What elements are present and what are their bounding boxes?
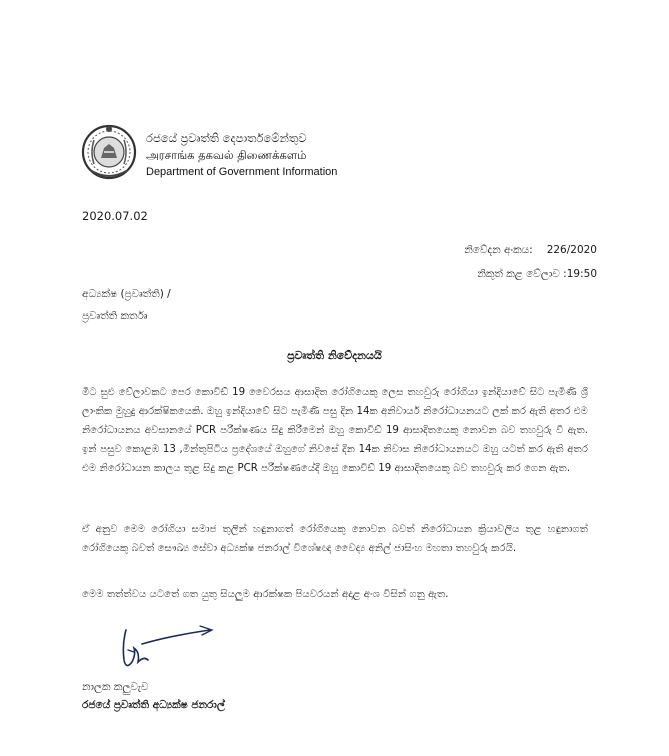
addressee-block — [82, 283, 171, 327]
document-title: ප්‍රවෘත්ති නිවේදනයයි — [287, 349, 382, 362]
org-name-tamil: அரசாங்க தகவல் திணைக்களம் — [146, 148, 307, 162]
notice-number-label: නිවේදන අංකය: — [464, 244, 533, 256]
signatory-block — [82, 678, 225, 714]
signatory-name: නාලක කලුවැව — [82, 681, 149, 693]
signatory-title: රජයේ ප්‍රවෘත්ති අධ්‍යක්ෂ ජනරාල් — [82, 699, 225, 711]
issue-time-line — [464, 262, 597, 286]
addressee-line-2: ප්‍රවෘත්ති කර්තෘ — [82, 310, 148, 322]
issue-time-label: නිකුත් කළ වේලාව : — [477, 268, 567, 280]
department-header — [146, 130, 337, 181]
org-name-sinhala: රජයේ ප්‍රවෘත්ති දෙපාර්තමේන්තුව — [146, 131, 307, 145]
handwritten-signature — [114, 622, 219, 674]
org-name-english: Department of Government Information — [146, 166, 338, 178]
paragraph-1: මීට සුළු වේලාවකට පෙර කොවිඩ් 19 වෛරසය ආසාදිත රෝගියෙකු ලෙස තහවුරු රෝගියා ඉන්දියාවේ සිට පැමිණි ශ්‍රී ලාංකික මුහුදු ආරක්ෂිකයෙකි. ඔහු ඉන්දියාවේ සිට පැමිණි පසු දින 14ක අනිවාර්ය නිරෝධායනයට ලක් කර ඇති අතර එම නිරෝධායනය අවසානයේ PCR පරීක්ෂණය සිදු කිරීමෙන් ඔහු කොවිඩ් 19 ආසාදිතයෙකු නොවන බව තහවුරු වී ඇත. ඉන් පසුව කොළඹ 13 ,මින්තුපිටිය ප්‍රදේශයේ ඔහුගේ නිවසේ දින 14ක නිවාස නිරෝධායනයට ඔහු යටත් කර ඇති අතර එම නිරෝධායන කාලය තුළ සිදු කළ PCR පරීක්ෂණයේදී ඔහු කොවිඩ් 19 ආසාදිතයෙකු බව තහවුරු කර ගෙන ඇත. — [82, 387, 588, 474]
issue-time-value: 19:50 — [566, 268, 597, 280]
paragraph-2: ඒ අනුව මෙම රෝගියා සමාජ තුලින් හඳුනාගත් රෝගියෙකු නොවන බවත් නිරෝධායන ක්‍රියාවලිය තුළ හඳුනාගත් රෝගියෙකු බවත් සෞඛ්‍ය සේවා අධ්‍යක්ෂ ජනරාල් විශේෂඥ වෛද්‍ය අනිල් ජාසිංහ මහතා තහවුරු කරයි. — [82, 524, 588, 554]
paragraph-3: මෙම තත්ත්වය යටතේ ගත යුතු සියලුම ආරක්ෂක පියවරයන් අදාළ අංශ විසින් ගනු ඇත. — [82, 589, 449, 600]
addressee-line-1: අධ්‍යක්ෂ (ප්‍රවෘත්ති) / — [82, 288, 171, 300]
sri-lanka-emblem-icon — [80, 122, 138, 184]
issue-date: 2020.07.02 — [82, 209, 148, 223]
notice-number-value: 226/2020 — [546, 244, 597, 256]
notice-number-line — [464, 238, 597, 262]
reference-block — [464, 238, 597, 286]
